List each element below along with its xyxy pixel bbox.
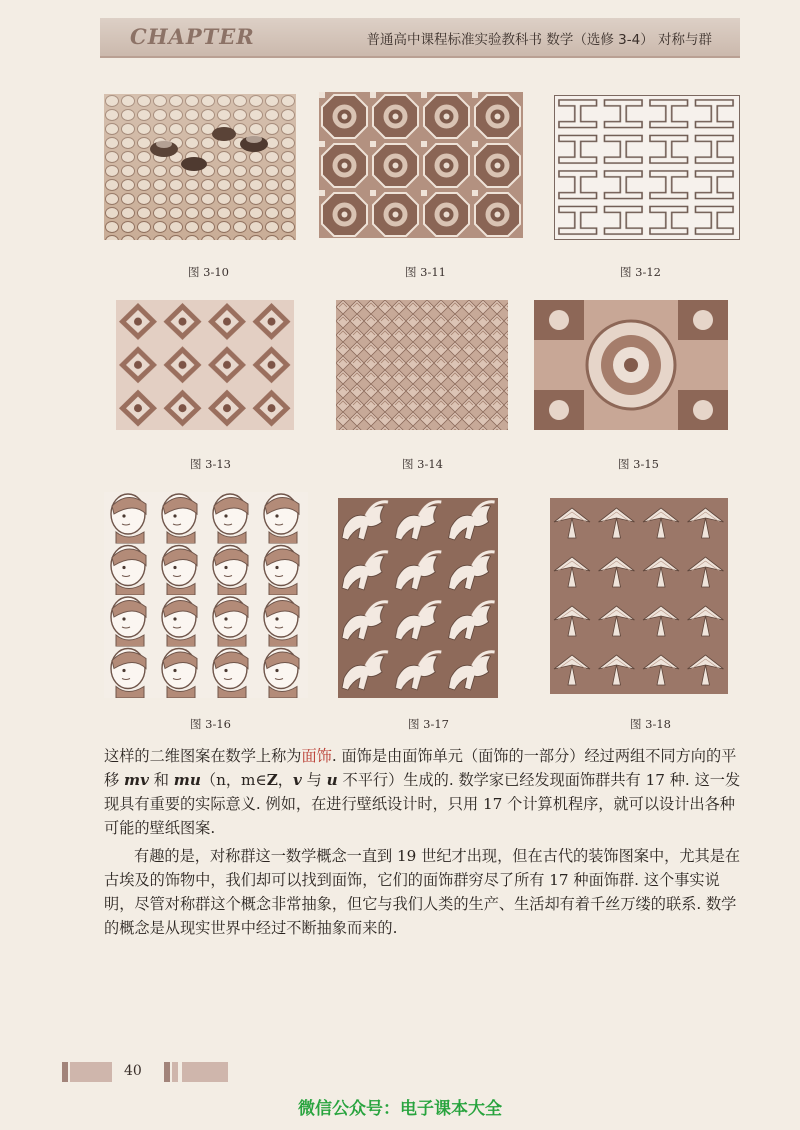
page-number: 40 <box>124 1063 142 1079</box>
math-var: u <box>326 771 338 789</box>
math-var: v <box>292 771 302 789</box>
figure-3-14-woven-texture <box>336 300 508 430</box>
footer-bar <box>172 1062 178 1082</box>
term-mianshi: 面饰 <box>301 747 332 765</box>
paragraph-frieze-definition <box>104 744 744 840</box>
figure-caption: 图 3-12 <box>620 265 661 279</box>
paragraph-history: 有趣的是，对称群这一数学概念一直到 19 世纪才出现，但在古代的装饰图案中，尤其是在古埃及的饰物中，我们却可以找到面饰，它们的面饰群穷尽了所有 17 种面饰群. 这个事实说明，尽管对称群这个概念非常抽象，但它与我们人类的生产、生活却有着千丝万缕的联系. 数学的概念是从现实世界中经过不断抽象而来的. <box>104 847 741 937</box>
chapter-header <box>100 18 740 58</box>
figure-3-15-medallion-tiles <box>534 300 728 430</box>
math-var: mu <box>173 771 201 789</box>
text-span: ， <box>277 771 293 789</box>
text-span: 不平行）生成的. 数学家已经发现面饰群共有 17 种. 这一发现具有重要的实际意义. 例如，在进行壁纸设计时，只用 17 个计算机程序，就可以设计出各种可能的壁纸图案. <box>104 771 741 837</box>
text-span: 和 <box>148 771 174 789</box>
text-span: 与 <box>301 771 327 789</box>
figure-3-11-octagon-tiles <box>319 92 523 238</box>
figure-3-18-bird-tessellation <box>550 498 728 694</box>
footer-bar <box>62 1062 68 1082</box>
figure-caption: 图 3-14 <box>402 457 443 471</box>
math-set: Z <box>266 771 278 789</box>
figure-3-16-heads-tessellation <box>104 492 308 698</box>
figure-caption: 图 3-16 <box>190 717 231 731</box>
footer-bar <box>164 1062 170 1082</box>
text-span: （n，m∈ <box>200 771 267 789</box>
figure-caption: 图 3-15 <box>618 457 659 471</box>
text-span: . 面饰是由面饰单元（面饰的一部分）经过两组不同方向的平移 <box>104 747 737 789</box>
figure-caption: 图 3-18 <box>630 717 671 731</box>
text-span: 这样的二维图案在数学上称为 <box>104 747 302 765</box>
chapter-label: CHAPTER <box>130 24 255 49</box>
figure-3-13-diamond-tiles <box>116 300 294 430</box>
book-title: 普通高中课程标准实验教科书 数学（选修 3-4） 对称与群 <box>366 32 712 48</box>
footer-bar <box>70 1062 112 1082</box>
wechat-watermark: 微信公众号：电子课本大全 <box>298 1099 502 1119</box>
figure-caption: 图 3-11 <box>405 265 446 279</box>
figure-caption: 图 3-10 <box>188 265 229 279</box>
figure-caption: 图 3-13 <box>190 457 231 471</box>
math-var: mv <box>124 771 149 789</box>
figure-caption: 图 3-17 <box>408 717 449 731</box>
figure-3-12-fret-pattern <box>554 95 740 240</box>
footer-bar <box>182 1062 228 1082</box>
figure-3-17-pegasus-tessellation <box>338 498 498 698</box>
figure-3-10-honeycomb <box>104 94 296 240</box>
